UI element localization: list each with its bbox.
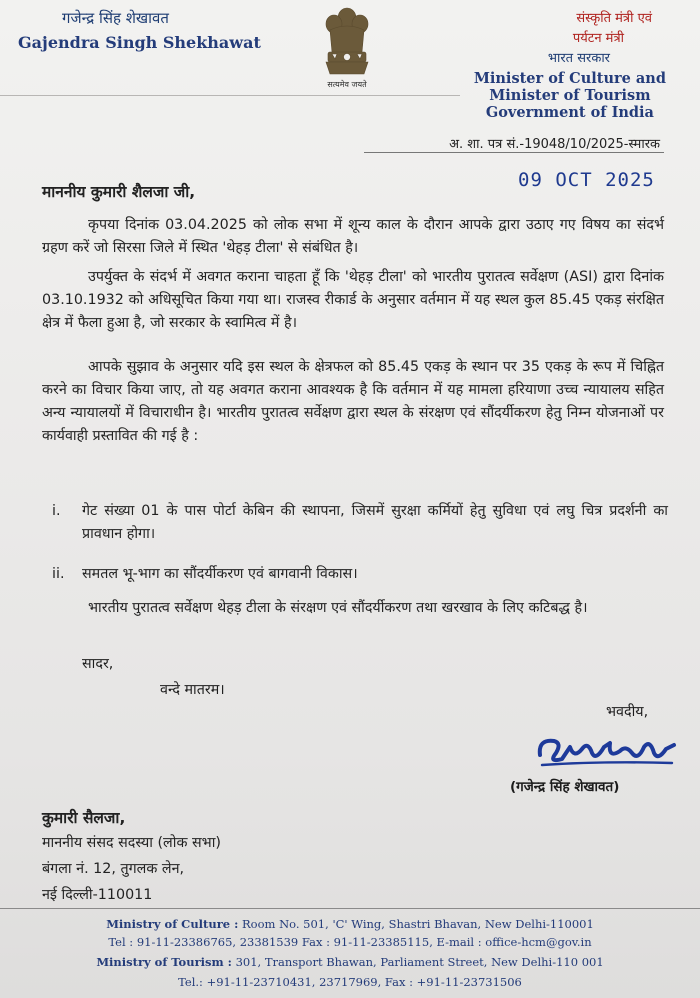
minister-name-english: Gajendra Singh Shekhawat	[18, 33, 261, 52]
reference-underline	[364, 152, 664, 153]
paragraph-1-text: कृपया दिनांक 03.04.2025 को लोक सभा में शून्य काल के दौरान आपके द्वारा उठाए गए विषय का संदर्भ ग्रहण करें जो सिरसा जिले में स्थित 'थेहड़ टीला' से संबंधित है।	[42, 217, 664, 256]
title-hindi-line-1: संस्कृति मंत्री एवं	[576, 11, 652, 26]
list-item-1-number: i.	[52, 503, 61, 519]
list-item-1-text: गेट संख्या 01 के पास पोर्टा केबिन की स्थापना, जिसमें सुरक्षा कर्मियों हेतु सुविधा एवं लघु चित्र प्रदर्शनी का प्रावधान होगा।	[82, 503, 668, 542]
bhavdiya: भवदीय,	[606, 704, 649, 720]
salutation: माननीय कुमारी शैलजा जी,	[42, 183, 196, 201]
footer-tourism-label: Ministry of Tourism :	[96, 955, 232, 969]
footer-culture-address-text: Room No. 501, 'C' Wing, Shastri Bhavan, New Delhi-110001	[242, 917, 594, 931]
footer-tourism-address	[0, 955, 700, 969]
footer-culture-address	[0, 917, 700, 931]
title-hindi-line-2: पर्यटन मंत्री	[572, 31, 624, 46]
footer-culture-contact: Tel : 91-11-23386765, 23381539 Fax : 91-11-23385115, E-mail : office-hcm@gov.in	[108, 935, 592, 949]
reference-number: अ. शा. पत्र सं.-19048/10/2025-स्मारक	[449, 137, 660, 152]
title-english-line-2: Minister of Tourism	[489, 87, 651, 104]
paragraph-2	[42, 266, 664, 335]
vande-mataram: वन्दे मातरम।	[160, 682, 225, 698]
header-divider	[0, 95, 460, 96]
date-stamp: 09 OCT 2025	[518, 169, 655, 191]
footer-tourism-contact: Tel.: +91-11-23710431, 23717969, Fax : +91-11-23731506	[178, 975, 522, 989]
recipient-name: कुमारी सैलजा,	[42, 809, 126, 827]
title-hindi-line-3: भारत सरकार	[547, 51, 610, 66]
footer-divider	[0, 908, 700, 909]
closing-paragraph-text: भारतीय पुरातत्व सर्वेक्षण थेहड़ टीला के संरक्षण एवं सौंदर्यीकरण तथा खरखाव के लिए कटिबद्ध है।	[88, 600, 588, 616]
title-english-line-1: Minister of Culture and	[473, 70, 666, 87]
footer-culture-label: Ministry of Culture :	[106, 917, 239, 931]
national-emblem-icon	[318, 4, 376, 90]
paragraph-2-text: उपर्युक्त के संदर्भ में अवगत कराना चाहता हूँ कि 'थेहड़ टीला' को भारतीय पुरातत्व सर्वेक्षण (ASI) द्वारा दिनांक 03.10.1932 को अधिसूचित किया गया था। राजस्व रीकार्ड के अनुसार वर्तमान में यह स्थल कुल 85.45 एकड़ संरक्षित क्षेत्र में फैला हुआ है, जो सरकार के स्वामित्व में है।	[42, 269, 664, 331]
minister-name-hindi: गजेन्द्र सिंह शेखावत	[62, 9, 169, 27]
signatory-name: (गजेन्द्र सिंह शेखावत)	[510, 779, 620, 795]
title-english-line-3: Government of India	[485, 104, 654, 121]
title-english-block	[474, 70, 666, 121]
emblem-motto: सत्यमेव जयते	[327, 80, 367, 89]
footer-tourism-address-text: 301, Transport Bhawan, Parliament Street, New Delhi-110 001	[235, 955, 604, 969]
closing-paragraph	[42, 597, 664, 620]
paragraph-1	[42, 214, 664, 260]
sadar: सादर,	[82, 656, 114, 672]
signature-icon	[532, 725, 682, 775]
recipient-address-line-1: बंगला नं. 12, तुगलक लेन,	[42, 861, 185, 877]
paragraph-3-text: आपके सुझाव के अनुसार यदि इस स्थल के क्षेत्रफल को 85.45 एकड़ के स्थान पर 35 एकड़ के रूप में चिह्नित करने का विचार किया जाए, तो यह अवगत कराना आवश्यक है कि वर्तमान में यह मामला हरियाणा उच्च न्यायालय सहित अन्य न्यायालयों में विचाराधीन है। भारतीय पुरातत्व सर्वेक्षण द्वारा स्थल के संरक्षण एवं सौंदर्यीकरण हेतु निम्न योजनाओं पर कार्यवाही प्रस्तावित की गई है :	[42, 359, 664, 444]
list-item-2-number: ii.	[52, 566, 65, 582]
list-item-2-text: समतल भू-भाग का सौंदर्यीकरण एवं बागवानी विकास।	[82, 566, 358, 582]
recipient-address-line-2: नई दिल्ली-110011	[42, 887, 153, 903]
recipient-designation: माननीय संसद सदस्या (लोक सभा)	[42, 835, 221, 851]
paragraph-3	[42, 356, 664, 448]
